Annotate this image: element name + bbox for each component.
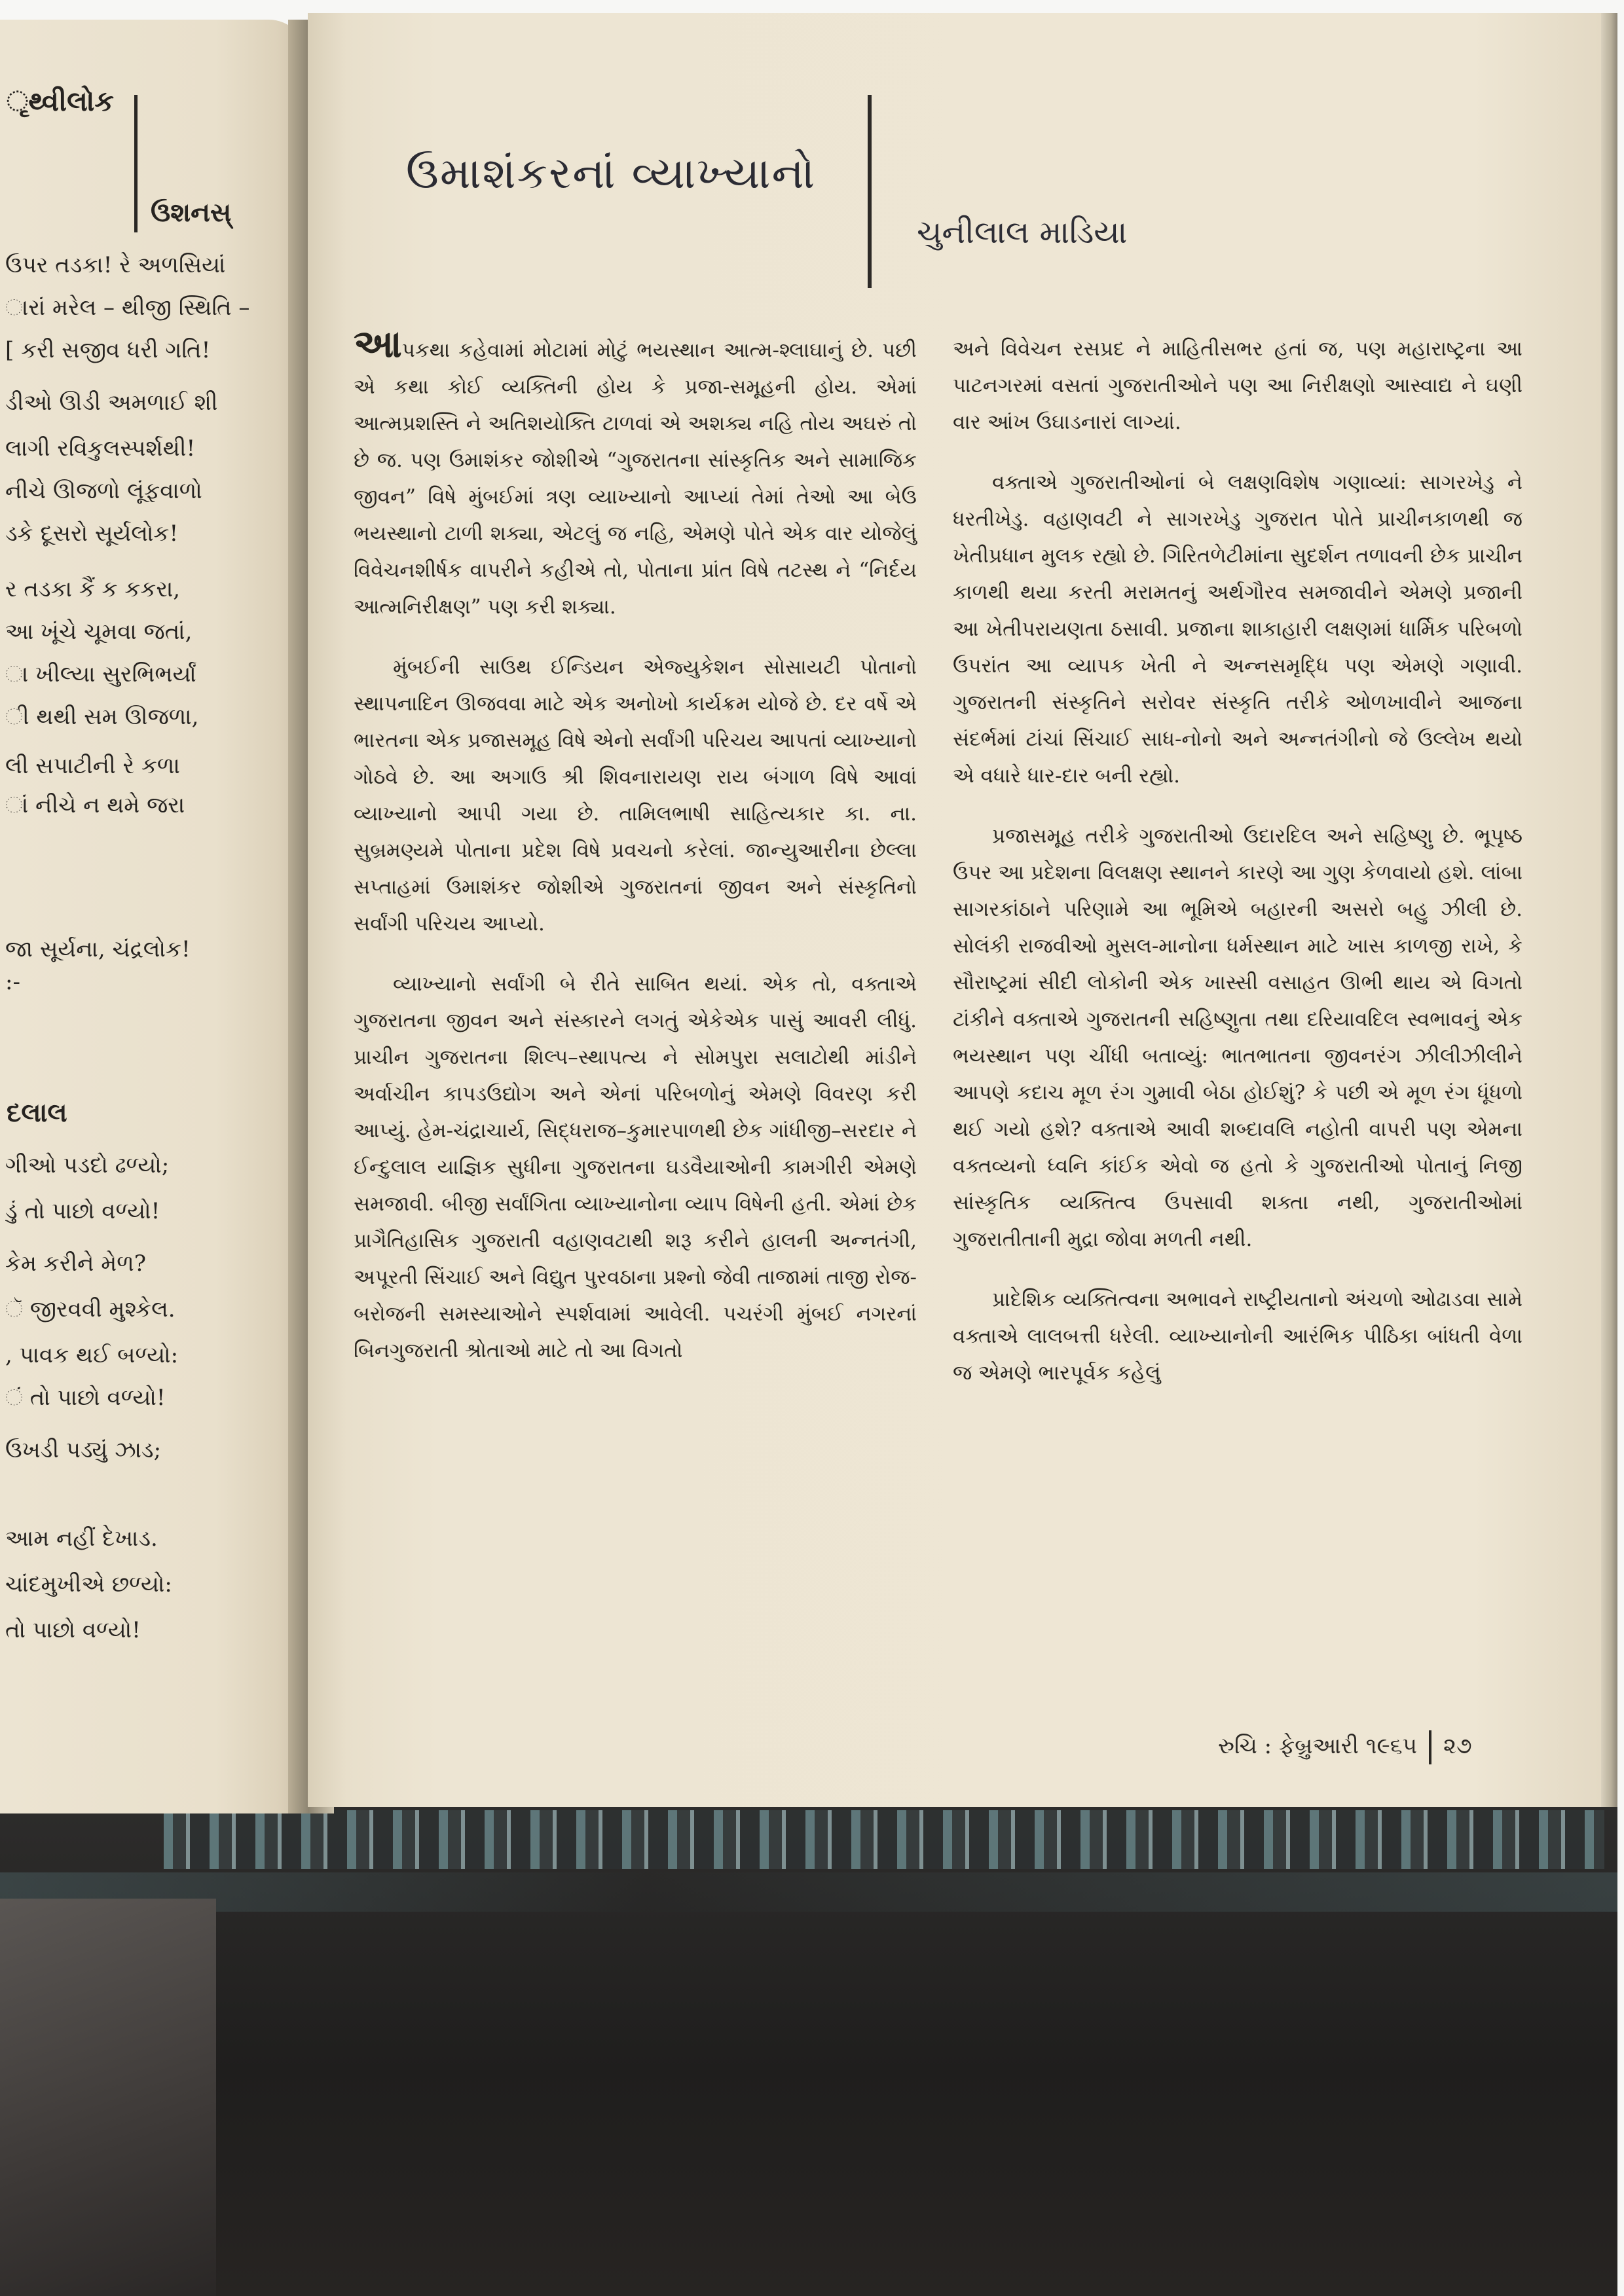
poem-line: ડીઓ ઊડી અમળાઈ શી <box>5 390 218 416</box>
poem-line: ડું તો પાછો વળ્યો! <box>5 1198 160 1224</box>
article-paragraph <box>354 321 917 625</box>
poem-line: આમ નહીં દેખાડ. <box>5 1525 158 1552</box>
poem-line: ઉપર તડકા! રે અળસિયાં <box>5 252 226 278</box>
poem-line: , પાવક થઈ બળ્યો: <box>5 1342 179 1368</box>
left-page-poet-name: ઉશનસ્ <box>151 197 232 228</box>
article-column-left <box>354 321 917 1393</box>
poem-line: ડકે દૂસરો સૂર્યલોક! <box>5 520 179 547</box>
page-number: ૨૭ <box>1443 1733 1472 1759</box>
poem-line: ૅ જીરવવી મુશ્કેલ. <box>5 1296 175 1322</box>
poem-line: લાગી રવિકુલસ્પર્શથી! <box>5 435 196 462</box>
poem-line: :- <box>5 969 20 995</box>
article-paragraph: પ્રજાસમૂહ તરીકે ગુજરાતીઓ ઉદારદિલ અને સહિષ્ણુ છે. ભૂપૃષ્ઠ ઉપર આ પ્રદેશના વિલક્ષણ સ્થાનને કારણે આ ગુણ કેળવાયો હશે. લાંબા સાગરકાંઠાને પરિણામે આ ભૂમિએ બહારની અસરો બહુ ઝીલી છે. સોલંકી રાજવીઓ મુસલ-માનોના ધર્મસ્થાન માટે ખાસ કાળજી રાખે, કે સૌરાષ્ટ્રમાં સીદી લોકોની એક ખાસ્સી વસાહત ઊભી થાય એ વિગતો ટાંકીને વક્તાએ ગુજરાતની સહિષ્ણુતા તથા દરિયાવદિલ સ્વભાવનું એક ભયસ્થાન પણ ચીંધી બતાવ્યું: ભાતભાતના જીવનરંગ ઝીલીઝીલીને આપણે કદાચ મૂળ રંગ ગુમાવી બેઠા હોઈશું? કે પછી એ મૂળ રંગ ધૂંધળો થઈ ગયો હશે? વક્તાએ આવી શબ્દાવલિ નહોતી વાપરી પણ એમના વક્તવ્યનો ધ્વનિ કાંઈક એવો જ હતો કે ગુજરાતીઓ પોતાનું નિજી સાંસ્કૃતિક વ્યક્તિત્વ ઉપસાવી શક્તા નથી, ગુજરાતીઓમાં ગુજરાતીતાની મુદ્રા જોવા મળતી નથી. <box>953 824 1522 1251</box>
article-paragraph: વ્યાખ્યાનો સર્વાંગી બે રીતે સાબિત થયાં. એક તો, વક્તાએ ગુજરાતના જીવન અને સંસ્કારને લગતું એકેએક પાસું આવરી લીધું. પ્રાચીન ગુજરાતના શિલ્પ–સ્થાપત્ય ને સોમપુરા સલાટોથી માંડીને અર્વાચીન કાપડઉદ્યોગ અને એનાં પરિબળોનું એમણે વિવરણ કરી આપ્યું. હેમ-ચંદ્રાચાર્ય, સિદ્ધરાજ–કુમારપાળથી છેક ગાંધીજી–સરદાર ને ઈન્દુલાલ યાજ્ઞિક સુધીના ગુજરાતના ઘડવૈયાઓની કામગીરી એમણે સમજાવી. બીજી સર્વાંગિતા વ્યાખ્યાનોના વ્યાપ વિષેની હતી. એમાં છેક પ્રાગૈતિહાસિક ગુજરાતી વહાણવટાથી શરૂ કરીને હાલની અન્નતંગી, અપૂરતી સિંચાઈ અને વિદ્યુત પુરવઠાના પ્રશ્નો જેવી તાજામાં તાજી રોજ-બરોજની સમસ્યાઓને સ્પર્શવામાં આવેલી. પચરંગી મુંબઈ નગરનાં બિનગુજરાતી શ્રોતાઓ માટે તો આ વિગતો <box>354 972 917 1362</box>
left-page-poet-name: દલાલ <box>7 1097 67 1128</box>
paragraph-text: પકથા કહેવામાં મોટામાં મોટું ભયસ્થાન આત્મ-શ્લાઘાનું છે. પછી એ કથા કોઈ વ્યક્તિની હોય કે પ્રજા-સમૂહની હોય. એમાં આત્મપ્રશસ્તિ ને અતિશયોક્તિ ટાળવાં એ અશક્ય નહિ તોય અઘરું તો છે જ. પણ ઉમાશંકર જોશીએ “ગુજરાતના સાંસ્કૃતિક અને સામાજિક જીવન” વિષે મુંબઈમાં ત્રણ વ્યાખ્યાનો આપ્યાં તેમાં તેઓ આ બેઉ ભયસ્થાનો ટાળી શક્યા, એટલું જ નહિ, એમણે પોતે એક વાર યોજેલું વિવેચનશીર્ષક વાપરીને કહીએ તો, પોતાના પ્રાંત વિષે તટસ્થ ને “નિર્દય આત્મનિરીક્ષણ” પણ કરી શક્યા. <box>354 338 917 619</box>
poem-line: ચાંદમુખીએ છળ્યો: <box>5 1571 172 1597</box>
poem-line: ા ખીલ્યા સુરભિભર્યાં <box>5 661 196 687</box>
poem-line: ર તડકા કૈં ક કકરા, <box>5 576 181 602</box>
desk-surface <box>0 1794 1617 2296</box>
article-author: ચુનીલાલ માડિયા <box>917 214 1128 251</box>
scanner-light-streak <box>164 1810 1604 1869</box>
poem-line: ાં નીચે ન થમે જરા <box>5 792 185 818</box>
scanner-light-band <box>0 1872 1617 1912</box>
article-title: ઉમાશંકરનાં વ્યાખ્યાનો <box>406 148 817 198</box>
article-column-right <box>953 331 1522 1415</box>
poem-line: જા સૂર્યના, ચંદ્રલોક! <box>5 936 191 962</box>
poem-line: નીચે ઊજળો લૂંફવાળો <box>5 478 202 504</box>
poem-line: તો પાછો વળ્યો! <box>5 1617 141 1643</box>
left-page <box>0 20 308 1813</box>
page-edge-stack <box>1601 13 1617 1807</box>
poem-line: કેમ કરીને મેળ? <box>5 1250 147 1277</box>
poem-line: ારાં મરેલ – થીજી સ્થિતિ – <box>5 295 250 321</box>
page-footer <box>1218 1723 1591 1769</box>
footer-divider-rule <box>1429 1730 1431 1764</box>
title-divider-rule <box>868 95 872 288</box>
article-paragraph: અને વિવેચન રસપ્રદ ને માહિતીસભર હતાં જ, પણ મહારાષ્ટ્રના આ પાટનગરમાં વસતાં ગુજરાતીઓને પણ આ નિરીક્ષણો આસ્વાદ્ય ને ઘણી વાર આંખ ઉઘાડનારાં લાગ્યાં. <box>953 337 1522 434</box>
left-page-heading: ૃથ્વીલોક <box>7 85 114 117</box>
poem-line: ં તો પાછો વળ્યો! <box>5 1385 166 1411</box>
poem-line: લી સપાટીની રે કળા <box>5 753 180 779</box>
cloth-under-book <box>0 1899 216 2296</box>
article-paragraph: મુંબઈની સાઉથ ઈન્ડિયન એજ્યુકેશન સોસાયટી પોતાનો સ્થાપનાદિન ઊજવવા માટે એક અનોખો કાર્યક્રમ યોજે છે. દર વર્ષે એ ભારતના એક પ્રજાસમૂહ વિષે એનો સર્વાંગી પરિચય આપતાં વ્યાખ્યાનો ગોઠવે છે. આ અગાઉ શ્રી શિવનારાયણ રાય બંગાળ વિષે આવાં વ્યાખ્યાનો આપી ગયા છે. તામિલભાષી સાહિત્યકાર કા. ના. સુબ્રમણ્યમે પોતાના પ્રદેશ વિષે પ્રવચનો કરેલાં. જાન્યુઆરીના છેલ્લા સપ્તાહમાં ઉમાશંકર જોશીએ ગુજરાતનાં જીવન અને સંસ્કૃતિનો સર્વાંગી પરિચય આપ્યો. <box>354 655 917 936</box>
poem-line: ગીઓ પડદો ઢળ્યો; <box>5 1152 170 1178</box>
drop-cap: આ <box>354 321 402 366</box>
article-paragraph: પ્રાદેશિક વ્યક્તિત્વના અભાવને રાષ્ટ્રીયતાનો અંચળો ઓઢાડવા સામે વક્તાએ લાલબત્તી ધરેલી. વ્યાખ્યાનોની આરંભિક પીઠિકા બાંધતી વેળા જ એમણે ભારપૂર્વક કહેલું <box>953 1288 1522 1385</box>
poem-line: ઉખડી પડ્યું ઝાડ; <box>5 1437 162 1463</box>
poem-line: ી થથી સમ ઊજળા, <box>5 704 199 730</box>
article-paragraph: વક્તાએ ગુજરાતીઓનાં બે લક્ષણવિશેષ ગણાવ્યાં: સાગરખેડુ ને ધરતીખેડુ. વહાણવટી ને સાગરખેડુ ગુજરાત પોતે પ્રાચીનકાળથી જ ખેતીપ્રધાન મુલક રહ્યો છે. ગિરિતળેટીમાંના સુદર્શન તળાવની છેક પ્રાચીન કાળથી થયા કરતી મરામતનું અર્થગૌરવ સમજાવીને એમણે પ્રજાની આ ખેતીપરાયણતા ઠસાવી. પ્રજાના શાકાહારી લક્ષણમાં ધાર્મિક પરિબળો ઉપરાંત આ વ્યાપક ખેતી ને અન્નસમૃદ્ધિ પણ એમણે ગણાવી. ગુજરાતની સંસ્કૃતિને સરોવર સંસ્કૃતિ તરીકે ઓળખાવીને આજના સંદર્ભમાં ટાંચાં સિંચાઈ સાધ-નોનો અને અન્નતંગીનો જે ઉલ્લેખ થયો એ વધારે ધાર-દાર બની રહ્યો. <box>953 471 1522 788</box>
poem-line: આ ખૂંચે ચૂમવા જતાં, <box>5 619 193 645</box>
magazine-issue: રુચિ : ફેબ્રુઆરી ૧૯૬૫ <box>1218 1733 1417 1759</box>
poem-line: [ કરી સજીવ ધરી ગતિ! <box>5 337 211 363</box>
